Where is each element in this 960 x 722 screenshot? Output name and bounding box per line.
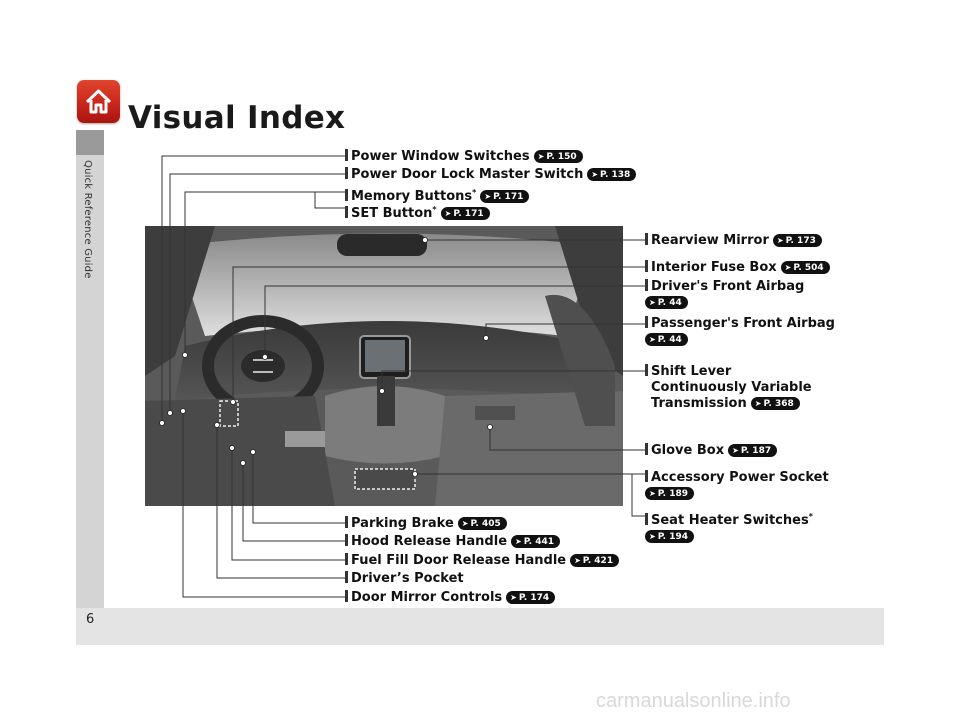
callout-parking-brake: Parking Brake➤ P. 405 — [345, 516, 507, 532]
callout-fuel-fill-door: Fuel Fill Door Release Handle➤ P. 421 — [345, 553, 619, 569]
page-ref-link[interactable]: ➤ P. 44 — [645, 333, 688, 346]
page-ref-link[interactable]: ➤ P. 138 — [587, 168, 636, 181]
callout-accessory-power-socket: Accessory Power Socket ➤ P. 189 — [645, 470, 829, 502]
page-ref-link[interactable]: ➤ P. 504 — [781, 261, 830, 274]
callout-glove-box: Glove Box➤ P. 187 — [645, 443, 777, 459]
callout-power-window-switches: Power Window Switches➤ P. 150 — [345, 149, 583, 165]
callout-door-mirror-controls: Door Mirror Controls➤ P. 174 — [345, 590, 555, 606]
callout-hood-release-handle: Hood Release Handle➤ P. 441 — [345, 534, 560, 550]
callout-seat-heater-switches: Seat Heater Switches* ➤ P. 194 — [645, 509, 813, 545]
page-ref-link[interactable]: ➤ P. 189 — [645, 487, 694, 500]
callout-interior-fuse-box: Interior Fuse Box➤ P. 504 — [645, 260, 830, 276]
callout-set-button: SET Button*➤ P. 171 — [345, 202, 490, 222]
page-title: Visual Index — [128, 100, 346, 136]
callout-passengers-front-airbag: Passenger's Front Airbag ➤ P. 44 — [645, 316, 835, 348]
page-ref-link[interactable]: ➤ P. 174 — [506, 591, 555, 604]
callout-memory-buttons: Memory Buttons*➤ P. 171 — [345, 185, 529, 205]
callout-power-door-lock: Power Door Lock Master Switch➤ P. 138 — [345, 167, 636, 183]
page-ref-link[interactable]: ➤ P. 405 — [458, 517, 507, 530]
callout-drivers-pocket: Driver’s Pocket — [345, 571, 464, 587]
callout-shift-lever: Shift Lever Continuously Variable Transmission➤ P. 368 — [645, 364, 812, 412]
page-ref-link[interactable]: ➤ P. 44 — [645, 296, 688, 309]
callout-rearview-mirror: Rearview Mirror➤ P. 173 — [645, 233, 822, 249]
page-ref-link[interactable]: ➤ P. 368 — [751, 397, 800, 410]
page-ref-link[interactable]: ➤ P. 171 — [441, 207, 490, 220]
page-ref-link[interactable]: ➤ P. 150 — [534, 150, 583, 163]
page-ref-link[interactable]: ➤ P. 187 — [728, 444, 777, 457]
page-ref-link[interactable]: ➤ P. 421 — [570, 554, 619, 567]
sidebar-section-label: Quick Reference Guide — [82, 160, 93, 279]
page-number: 6 — [86, 612, 95, 627]
page-ref-link[interactable]: ➤ P. 173 — [773, 234, 822, 247]
page-ref-link[interactable]: ➤ P. 171 — [480, 190, 529, 203]
watermark: carmanualsonline.info — [596, 690, 791, 712]
page-ref-link[interactable]: ➤ P. 194 — [645, 530, 694, 543]
callout-drivers-front-airbag: Driver's Front Airbag ➤ P. 44 — [645, 279, 804, 311]
page-ref-link[interactable]: ➤ P. 441 — [511, 535, 560, 548]
